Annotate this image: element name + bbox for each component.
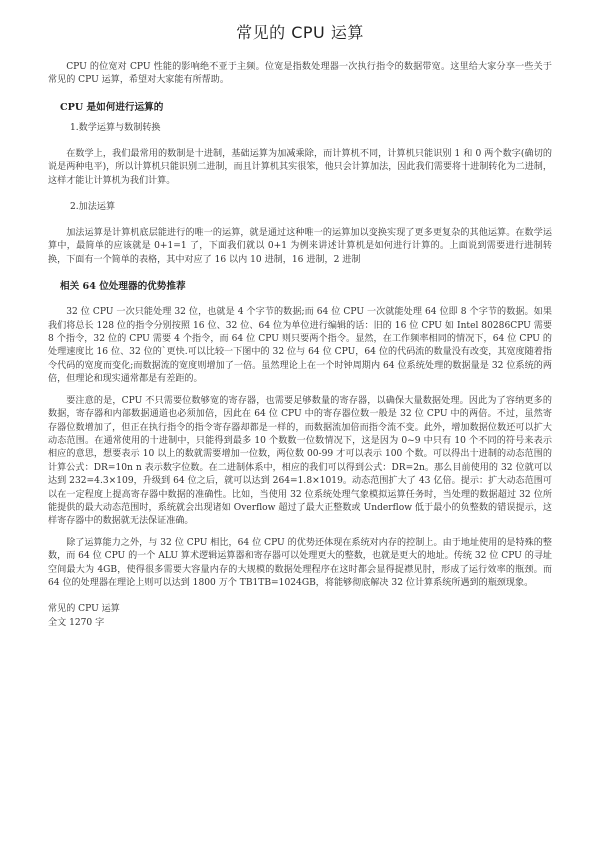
subheading-math-conversion: 1.数学运算与数制转换 xyxy=(70,122,161,133)
footer-word-count: 全文 1270 字 xyxy=(48,617,105,628)
page-title: 常见的 CPU 运算 xyxy=(236,23,364,42)
paragraph-math-conversion: 在数学上，我们最常用的数制是十进制，基础运算为加减乘除，而计算机不同，计算机只能识别 1 和 0 两个数字(确切的说是两种电平)，所以计算机只能识别二进制，而且计算机其实很笨，他只会计算加法，因此我们需要将十进制转化为二进制，这样才能让计算机为我们计算。 xyxy=(48,148,552,186)
footer-title: 常见的 CPU 运算 xyxy=(48,604,120,615)
document-footer xyxy=(48,603,552,630)
paragraph-64bit-speed: 32 位 CPU 一次只能处理 32 位，也就是 4 个字节的数据;而 64 位 CPU 一次就能处理 64 位即 8 个字节的数据。如果我们将总长 128 位的指令分别按照 16 位、32 位、64 位为单位进行编辑的话：旧的 16 位 CPU 如 Intel 80286CPU 需要 8 个指令，32 位的 CPU 需要 4 个指令，而 64 位 CPU 则只要两个指令。显然，在工作频率相同的情况下，64 位 CPU 的处理速度比 16 位、32 位的`更快.可以比较一下图中的 32 位与 64 位 CPU，64 位的代码流的数量没有改变，其宽度随着指令代码的宽度而变化;而数据流的宽度则增加了一倍。虽然理论上在一个时钟周期内 64 位系统处理的数据量是 32 位系统的两倍，但理论和现实通常都是有差距的。 xyxy=(48,307,552,385)
paragraph-addition: 加法运算是计算机底层能进行的唯一的运算，就是通过这种唯一的运算加以变换实现了更多更复杂的其他运算。在数学运算中，最简单的应该就是 0+1=1 了，下面我们就以 0+1 为例来讲述计算机是如何进行计算的。上面说到需要进行进制转换，下面有一个简单的表格，其中对应了 16 以内 10 进制，16 进制，2 进制 xyxy=(48,228,552,265)
section-heading-cpu-operation: CPU 是如何进行运算的 xyxy=(60,101,164,113)
subheading-addition: 2.加法运算 xyxy=(70,202,116,213)
paragraph-64bit-memory: 除了运算能力之外，与 32 位 CPU 相比，64 位 CPU 的优势还体现在系统对内存的控制上。由于地址使用的是特殊的整数，而 64 位 CPU 的一个 ALU 算术逻辑运算器和寄存器可以处理更大的整数，也就是更大的地址。传统 32 位 CPU 的寻址空间最大为 4GB，使得很多需要大容量内存的大规模的数据处理程序在这时都会显得捉襟见肘，形成了运行效率的瓶颈。而 64 位的处理器在理论上则可以达到 1800 万个 TB1TB=1024GB，将能够彻底解决 32 位计算系统所遇到的瓶颈现象。 xyxy=(48,537,553,588)
section-heading-64bit-advantages: 相关 64 位处理器的优势推荐 xyxy=(60,281,186,293)
paragraph-64bit-registers: 要注意的是，CPU 不只需要位数够宽的寄存器，也需要足够数量的寄存器，以确保大量数据处理。因此为了容纳更多的数据，寄存器和内部数据通道也必须加倍，因此在 64 位 CPU 中的寄存器位数一般是 32 位 CPU 中的两倍。不过，虽然寄存器位数增加了，但正在执行指令的指令寄存器却都是一样的，而数据流加倍而指令流不变。此外，增加数据位数还可以扩大动态范围。在通常使用的十进制中，只能得到最多 10 个数数一位数情况下，这是因为 0~9 中只有 10 个不同的符号来表示相应的意思，想要表示 10 以上的数就需要增加一位数，两位数 00-99 才可以表示 100 个数。可以得出十进制的动态范围的计算公式：DR=10n n 表示数字位数。在二进制体系中，相应的我们可以得到公式：DR=2n。那么目前使用的 32 位就可以达到 232=4.3×109，升级到 64 位之后，就可以达到 264=1.8×1019。动态范围扩大了 43 亿倍。提示：扩大动态范围可以在一定程度上提高寄存器中数据的准确性。比如，当使用 32 位系统处理气象模拟运算任务时，当处理的数据超过 32 位所能提供的最大动态范围时，系统就会出现诸如 Overflow 超过了最大正整数或 Underflow 低于最小的负整数的错误提示，这样寄存器中的数据就无法保证准确。 xyxy=(48,395,552,527)
intro-paragraph: CPU 的位宽对 CPU 性能的影响绝不亚于主频。位宽是指数处理器一次执行指令的数据带宽。这里给大家分享一些关于常见的 CPU 运算，希望对大家能有所帮助。 xyxy=(48,62,552,86)
